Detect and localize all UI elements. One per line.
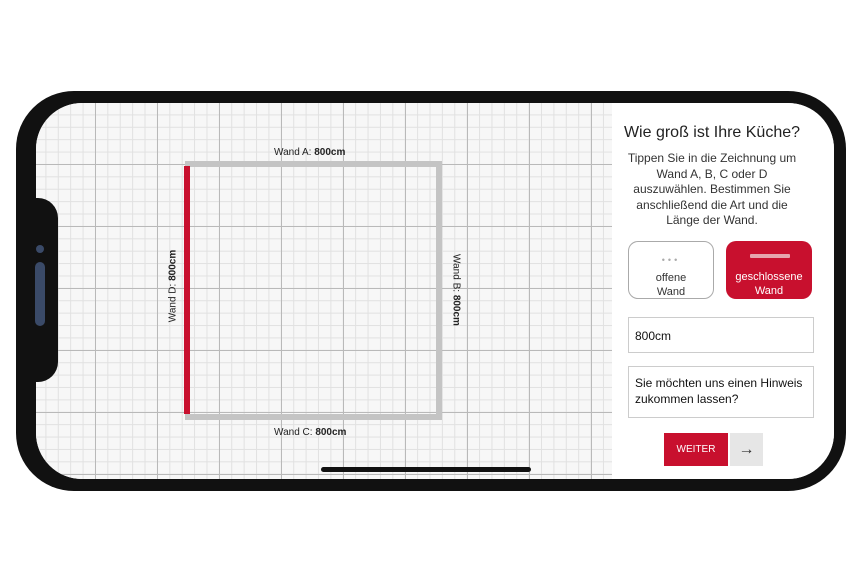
speaker-icon	[35, 262, 45, 326]
closed-wall-label	[726, 270, 812, 298]
open-wall-option[interactable]	[628, 241, 714, 299]
wall-c-prefix: Wand C:	[274, 427, 316, 438]
wall-a[interactable]	[185, 161, 441, 167]
wall-b-length: 800cm	[450, 294, 462, 326]
wall-b-label	[451, 254, 462, 326]
wall-length-input[interactable]: 800cm	[628, 317, 814, 353]
closed-wall-label-line2: Wand	[754, 285, 784, 297]
closed-wall-option[interactable]	[726, 241, 812, 299]
wall-b-prefix: Wand B:	[450, 254, 462, 295]
panel-title: Wie groß ist Ihre Küche?	[623, 124, 801, 141]
wall-d-prefix: Wand D:	[167, 280, 179, 323]
note-input[interactable]: Sie möchten uns einen Hinweis zukommen lassen?	[628, 366, 814, 418]
open-wall-label	[629, 271, 713, 299]
wall-c-length: 800cm	[315, 427, 347, 438]
closed-wall-icon	[750, 254, 790, 258]
settings-panel	[612, 103, 834, 479]
weiter-button[interactable]: WEITER	[664, 433, 728, 466]
open-wall-label-line1: offene	[655, 272, 687, 284]
wall-a-label	[274, 147, 345, 158]
open-wall-label-line2: Wand	[656, 286, 686, 298]
wall-a-length: 800cm	[314, 147, 346, 158]
app-screen	[36, 103, 834, 479]
camera-icon	[36, 245, 44, 253]
wall-b[interactable]	[436, 161, 442, 420]
home-indicator	[321, 467, 531, 472]
wall-c-label	[274, 427, 346, 438]
wall-a-prefix: Wand A:	[274, 147, 315, 158]
dots-icon: •••	[661, 255, 681, 265]
wall-d-length: 800cm	[167, 249, 179, 281]
panel-description: Tippen Sie in die Zeichnung um Wand A, B, C oder D auszuwählen. Bestimmen Sie anschließend die Art und die Länge der Wand.	[627, 151, 797, 227]
wall-d-selected[interactable]	[184, 166, 190, 414]
floor-plan-canvas[interactable]	[36, 103, 612, 479]
closed-wall-label-line1: geschlossene	[735, 271, 803, 283]
wall-c[interactable]	[185, 414, 441, 420]
arrow-right-icon[interactable]: →	[730, 433, 763, 466]
wall-d-label	[168, 250, 179, 322]
